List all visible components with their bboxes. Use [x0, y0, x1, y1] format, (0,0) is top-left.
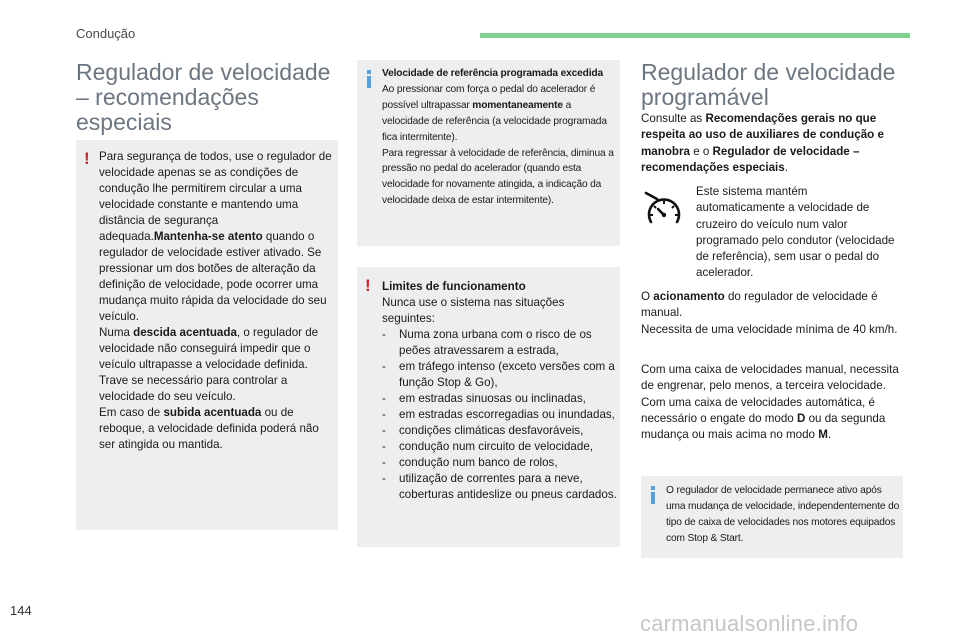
text-run: Com uma caixa de velocidades automática, é necessário o engate do modo: [641, 395, 875, 425]
emphasis-text: Mantenha-se atento: [153, 230, 263, 243]
chapter-title: Condução: [76, 26, 136, 41]
warning-icon: !: [365, 276, 371, 295]
left-column: [76, 59, 338, 451]
dash-bullet: -: [382, 408, 386, 421]
warning-icon: !: [84, 149, 90, 168]
info-box-stop-start: [641, 476, 903, 558]
text-run: e o: [689, 144, 713, 158]
section-title-recommendations: Regulador de velocidade – recomendações especiais: [76, 59, 331, 135]
dash-bullet: -: [382, 424, 386, 437]
dash-bullet: -: [382, 360, 386, 373]
limit-item: [382, 423, 618, 439]
consult-paragraph: [641, 111, 903, 176]
dash-bullet: -: [382, 440, 386, 453]
limits-list: [382, 327, 618, 503]
text-run: .: [827, 428, 832, 442]
text-run: Necessita de uma velocidade mínima de 40 km/h.: [641, 322, 898, 336]
limit-text: condições climáticas desfavoráveis,: [399, 424, 584, 437]
limits-title: Limites de funcionamento: [382, 280, 526, 293]
limits-intro: Nunca use o sistema nas situações seguintes:: [382, 296, 565, 325]
info-box-exceeded: [357, 60, 620, 246]
text-run: Em caso de: [99, 406, 164, 419]
limit-text: condução num circuito de velocidade,: [399, 440, 593, 453]
chapter-accent-bar: [480, 33, 910, 38]
text-run: Para segurança de todos, use o regulador de velocidade apenas se as condições de condução lhe permitirem circular a uma velocidade constante e mantendo uma distância de segurança adequada.: [99, 150, 332, 243]
text-run: Consulte as: [641, 112, 706, 125]
emphasis-text: momentaneamente: [472, 99, 563, 111]
emphasis-text: Velocidade de referência programada excedida: [382, 68, 604, 79]
dash-bullet: -: [382, 328, 386, 341]
speedometer-icon: [643, 190, 685, 232]
limit-item: [382, 327, 618, 359]
right-column: [641, 59, 903, 544]
limit-text: utilização de correntes para a neve, coberturas antideslize ou pneus cardados.: [399, 472, 617, 501]
warning-box-limits: [357, 267, 620, 547]
dash-bullet: -: [382, 456, 386, 469]
emphasis-text: Regulador de velocidade – recomendações especiais: [641, 144, 860, 174]
text-run: ou da segunda mudança ou mais acima no modo: [641, 411, 886, 442]
info-text-stop-start: O regulador de velocidade permanece ativo após uma mudança de velocidade, independentemente do tipo de caixa de velocidades nos motores equipados com Stop & Start.: [666, 485, 900, 544]
text-run: Ao pressionar com força o pedal do acelerador é possível ultrapassar: [382, 83, 596, 111]
text-run: Para regressar à velocidade de referência, diminua a pressão no pedal do acelerador (quando esta velocidade for novamente atingida, a indicação da velocidade deixa de estar intermitente).: [382, 147, 614, 207]
limit-text: em tráfego intenso (exceto versões com a função Stop & Go),: [399, 360, 615, 389]
limit-item: [382, 471, 618, 503]
dash-bullet: -: [382, 392, 386, 405]
limit-item: [382, 407, 618, 423]
system-description: Este sistema mantém automaticamente a velocidade de cruzeiro do veículo num valor programado pelo condutor (velocidade de referência), sem usar o pedal do acelerador.: [696, 185, 895, 280]
activation-paragraph: [641, 289, 903, 338]
limit-item: [382, 359, 618, 391]
limit-item: [382, 455, 618, 471]
text-run: Numa: [99, 326, 134, 339]
limit-text: em estradas escorregadias ou inundadas,: [399, 408, 615, 421]
watermark: carmanualsonline.info: [640, 611, 859, 636]
emphasis-text: M: [818, 428, 828, 442]
text-run: do regulador de velocidade é manual.: [641, 290, 878, 320]
text-run: O: [641, 290, 654, 303]
info-icon: [651, 486, 655, 502]
text-run: quando o regulador de velocidade estiver ativado. Se pressionar um dos botões de alteração da definição de velocidade, pode ocorrer uma mudança muito rápida da velocidade do seu veículo.: [99, 230, 327, 323]
dash-bullet: -: [382, 472, 386, 485]
text-run: ou de reboque, a velocidade definida poderá não ser atingida ou mantida.: [99, 406, 319, 451]
text-run: a velocidade de referência (a velocidade programada fica intermitente).: [382, 99, 607, 143]
warning-text-safety: [99, 149, 334, 453]
limit-item: [382, 391, 618, 407]
limit-text: Numa zona urbana com o risco de os peões atravessarem a estrada,: [399, 328, 592, 357]
page-number: 144: [10, 603, 32, 618]
gearbox-paragraph: [641, 362, 903, 443]
emphasis-text: acionamento: [653, 290, 725, 303]
emphasis-text: descida acentuada: [133, 326, 237, 339]
limit-text: condução num banco de rolos,: [399, 456, 558, 469]
warning-box-safety: [76, 140, 338, 530]
section-title-programmable: Regulador de velocidade programável: [641, 59, 896, 110]
info-icon: [367, 70, 371, 86]
info-text-exceeded: [382, 66, 618, 209]
limits-content: [382, 279, 618, 503]
emphasis-text: subida acentuada: [163, 406, 262, 419]
limit-text: em estradas sinuosas ou inclinadas,: [399, 392, 586, 405]
text-run: .: [784, 160, 788, 174]
emphasis-text: D: [796, 411, 806, 425]
limit-item: [382, 439, 618, 455]
text-run: , o regulador de velocidade não conseguirá impedir que o veículo ultrapasse a velocidade definida. Trave se necessário para controlar a velocidade do seu veículo.: [99, 326, 319, 403]
text-run: Com uma caixa de velocidades manual, necessita de engrenar, pelo menos, a terceira velocidade.: [641, 363, 899, 393]
emphasis-text: Recomendações gerais no que respeita ao uso de auxiliares de condução e manobra: [641, 112, 884, 158]
